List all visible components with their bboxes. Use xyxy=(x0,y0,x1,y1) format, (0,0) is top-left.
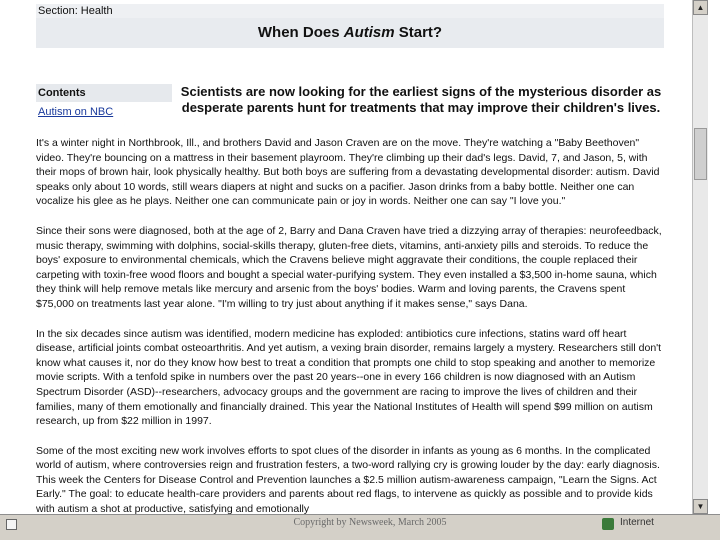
vertical-scrollbar[interactable] xyxy=(692,0,708,514)
title-prefix: When Does xyxy=(257,24,344,41)
article-deck: Scientists are now looking for the earliest signs of the mysterious disorder as desperate parents hunt for treatments that may improve their children's lives. xyxy=(180,84,662,115)
zone-label: Internet xyxy=(620,517,654,528)
internet-zone-icon xyxy=(602,518,614,530)
article-paragraph: In the six decades since autism was identified, modern medicine has exploded: antibiotics cure infections, statins ward off heart disease, artificial joints combat osteoarthritis. And yet autism, a vexing brain disorder, remains largely a mystery. Researchers still don't know what causes it, nor do they know how best to treat a condition that prompts one child to stop speaking and another to memorize movie scripts. With a tenfold spike in numbers over the past 20 years--one in every 166 children is now diagnosed with an Autism Spectrum Disorder (ASD)--researchers, advocacy groups and the government are racing to improve the lives of children and their families, many of them emotionally and financially drained. This year the National Institutes of Health will spend $99 million on autism research, up from $22 million in 1997. xyxy=(36,327,662,428)
window-edge xyxy=(708,0,720,514)
contents-link-autism-on-nbc[interactable]: Autism on NBC xyxy=(38,106,114,118)
status-text: Copyright by Newsweek, March 2005 xyxy=(293,517,447,528)
title-suffix: Start? xyxy=(394,24,443,41)
article-paragraph: Some of the most exciting new work involves efforts to spot clues of the disorder in infants as young as 6 months. In the complicated world of autism, where controversies reign and frustration festers, a two-word rallying cry is growing louder by the day: early diagnosis. This week the Centers for Disease Control and Prevention launches a $2.5 million autism-awareness campaign, "Learn the Signs. Act Early." The goal: to educate health-care providers and parents about red flags, to intervene as quickly as possible and to provide kids with autism a shot at productive, satisfying and emotionally xyxy=(36,444,660,514)
section-label: Section: Health xyxy=(36,4,664,18)
title-emphasis: Autism xyxy=(343,24,395,41)
status-bar xyxy=(0,514,720,540)
scrollbar-thumb[interactable] xyxy=(694,128,707,180)
scroll-down-arrow-icon[interactable]: ▼ xyxy=(693,499,708,514)
contents-heading: Contents xyxy=(36,84,172,102)
scroll-up-arrow-icon[interactable]: ▲ xyxy=(693,0,708,15)
article-body xyxy=(36,136,664,514)
article-paragraph: It's a winter night in Northbrook, Ill., and brothers David and Jason Craven are on the move. They're watching a "Baby Beethoven" video. They're bouncing on a mattress in their basement playroom. They're climbing up their dad's legs. David, 7, and Jason, 5, with their mops of brown hair, look physically healthy. But both boys are suffering from a devastating developmental disorder: autism. David speaks only about 10 words, still wears diapers at night and sucks on a pacifier. Jason drinks from a baby bottle. Neither one can vocalize his glee as he plays. Neither one can communicate pain or joy in words. Neither one can say "I love you." xyxy=(36,137,660,208)
article-paragraph: Since their sons were diagnosed, both at the age of 2, Barry and Dana Craven have tried a dizzying array of therapies: neurofeedback, music therapy, swimming with dolphins, social-skills therapy, gluten-free diets, vitamins, anti-anxiety pills and steroids. To reduce the boys' exposure to environmental chemicals, which the Cravens believe might aggravate their conditions, the couple replaced their carpeting with toxin-free wood floors and bought a special water-purifying system. They even installed a $3,500 in-home sauna, which they think will help remove metals like mercury and arsenic from the boys' bodies. Warm and loving parents, the Cravens spent $75,000 on treatments last year alone. "I'm willing to try just about anything if it makes sense," says Dana. xyxy=(36,224,662,310)
page-title xyxy=(36,18,664,48)
contents-box xyxy=(36,84,172,126)
page-done-icon xyxy=(6,519,17,530)
